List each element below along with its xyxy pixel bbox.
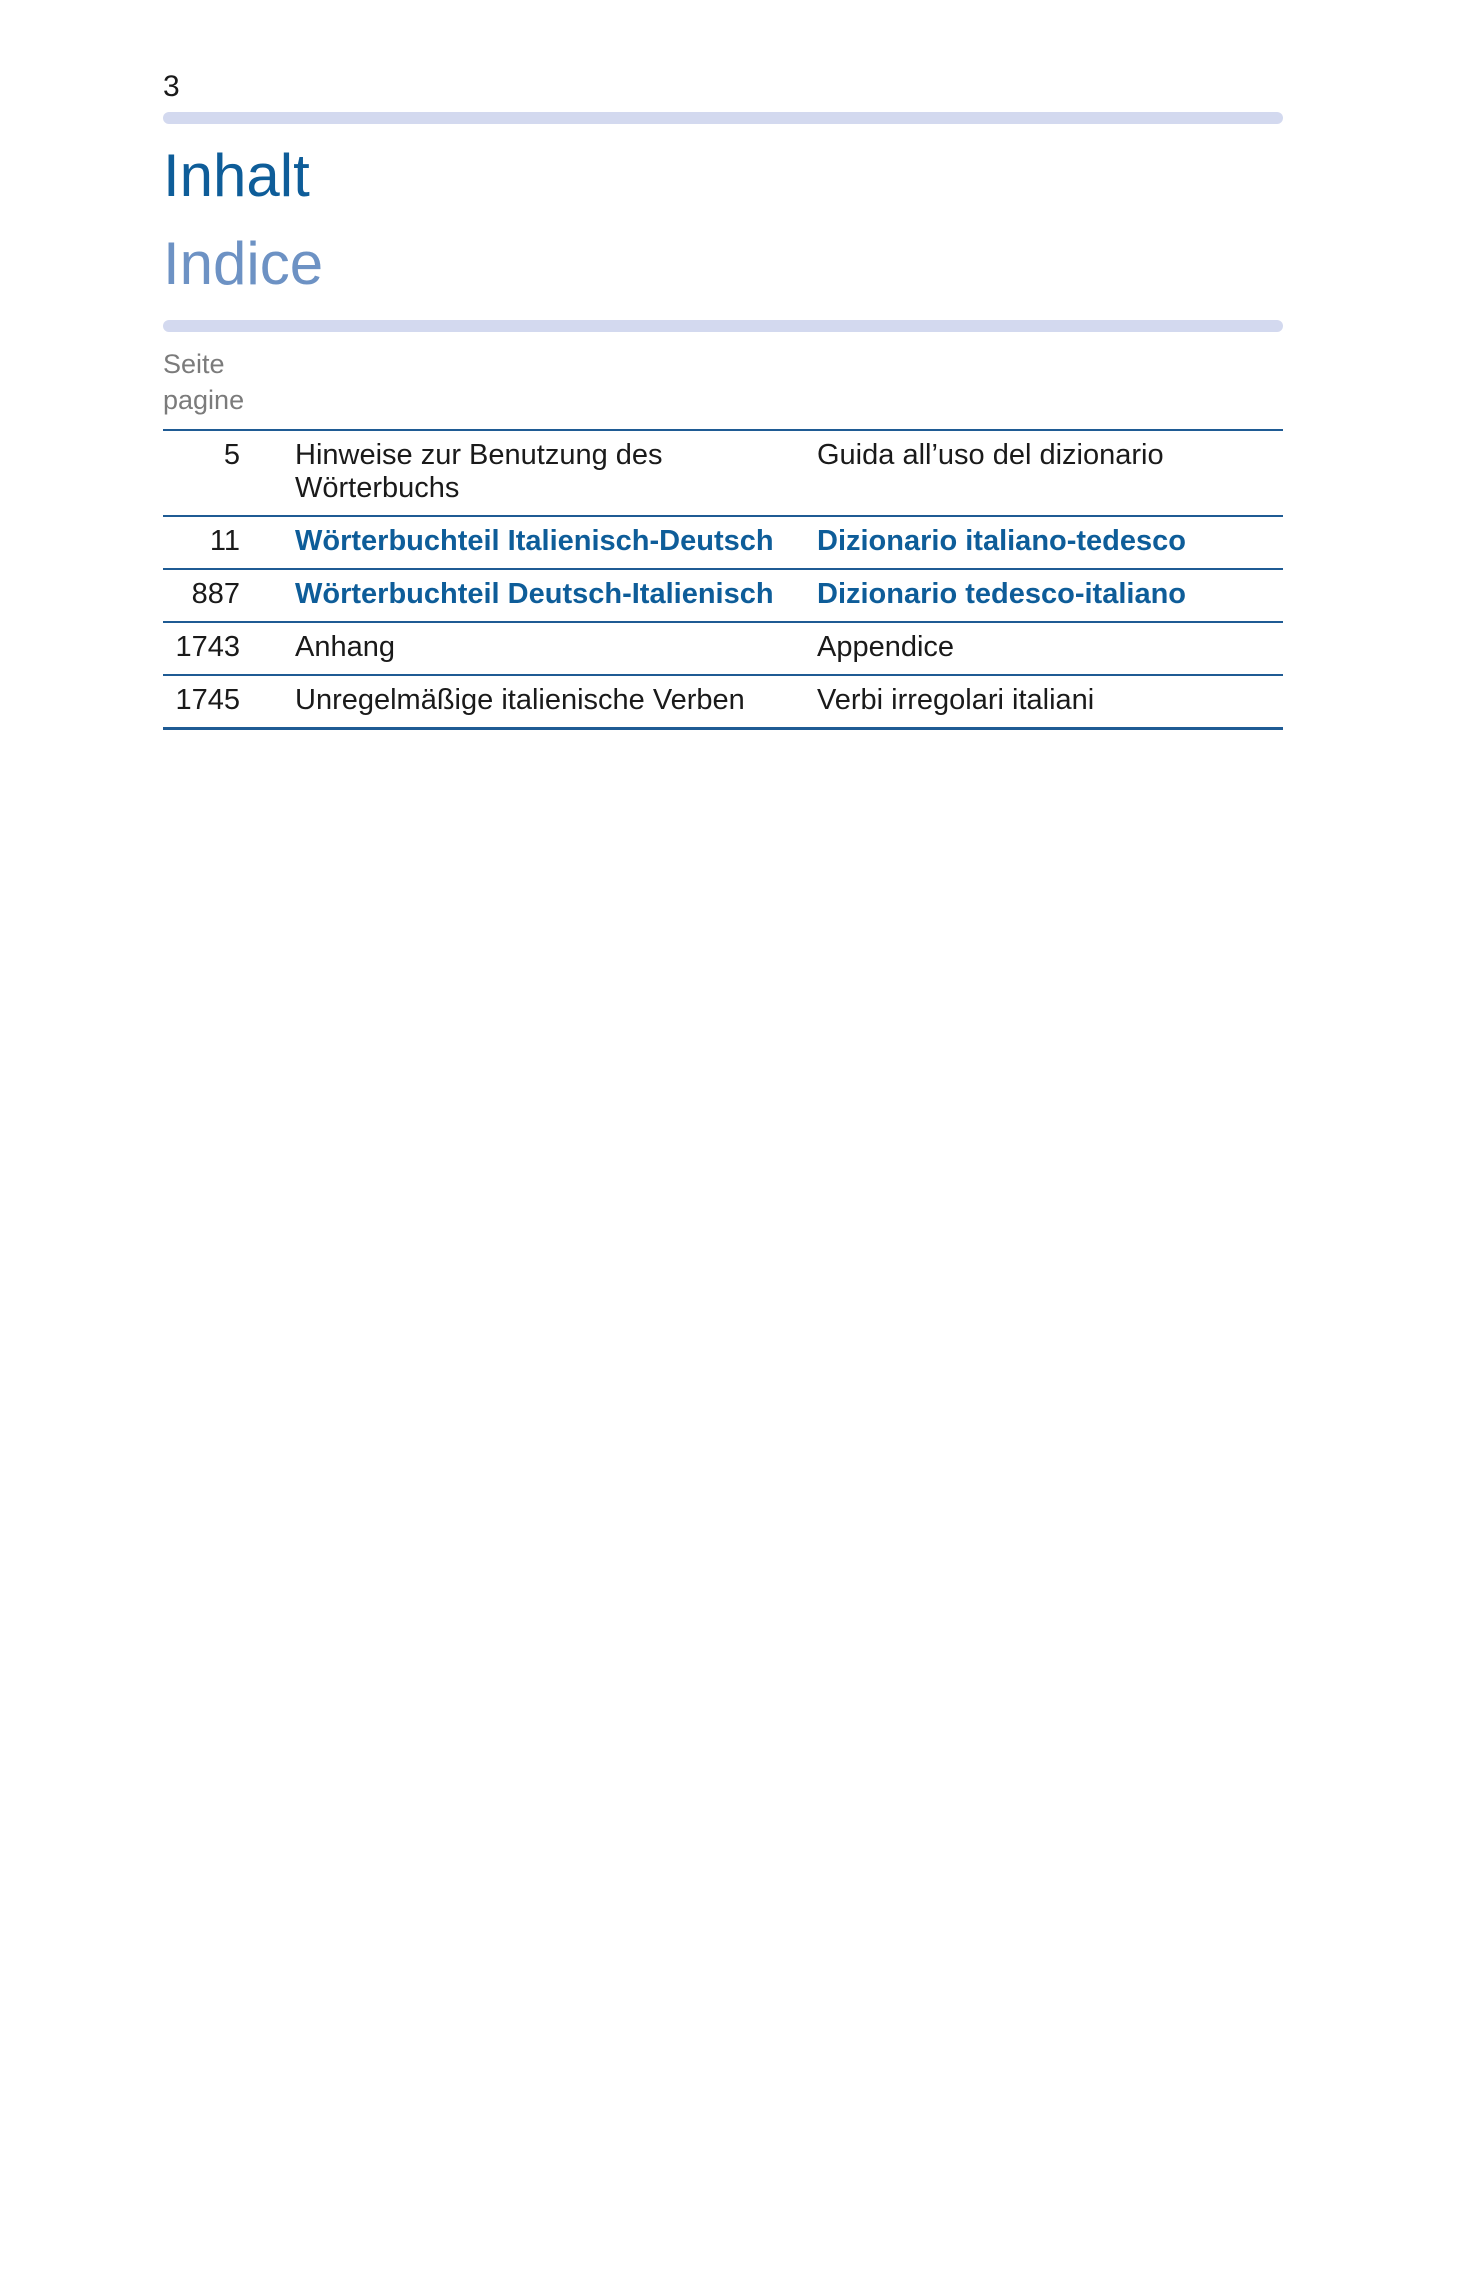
column-label bbox=[163, 346, 1283, 429]
column-label-italian: pagine bbox=[163, 385, 245, 415]
toc-entry-german: Unregelmäßige italienische Verben bbox=[295, 684, 745, 716]
toc-page-number: 887 bbox=[191, 578, 240, 610]
toc-page-number: 11 bbox=[209, 525, 240, 557]
toc-row[interactable] bbox=[163, 623, 1283, 676]
column-label-german: Seite bbox=[163, 349, 225, 379]
title-divider bbox=[163, 320, 1283, 332]
toc-entry-italian: Verbi irregolari italiani bbox=[817, 684, 1095, 716]
toc-row[interactable] bbox=[163, 570, 1283, 623]
toc-entry-german: Wörterbuchteil Deutsch-Italienisch bbox=[295, 578, 774, 610]
toc-row[interactable] bbox=[163, 431, 1283, 517]
toc-entry-italian: Appendice bbox=[817, 631, 955, 663]
toc-row[interactable] bbox=[163, 517, 1283, 570]
title-italian: Indice bbox=[163, 230, 324, 297]
title-german: Inhalt bbox=[163, 142, 310, 209]
toc-entry-italian: Guida all’uso del dizionario bbox=[817, 439, 1164, 471]
toc-page-number: 1745 bbox=[175, 684, 240, 716]
page-number: 3 bbox=[163, 70, 180, 103]
toc-page-number: 5 bbox=[223, 439, 240, 471]
toc-entry-italian: Dizionario italiano-tedesco bbox=[817, 525, 1186, 557]
toc-row[interactable] bbox=[163, 676, 1283, 730]
toc-entry-german: Anhang bbox=[295, 631, 395, 663]
toc-entry-italian: Dizionario tedesco-italiano bbox=[817, 578, 1186, 610]
toc-entry-german: Hinweise zur Benutzung des Wörterbuchs bbox=[295, 439, 663, 504]
table-of-contents bbox=[163, 429, 1283, 730]
document-page bbox=[163, 72, 1283, 730]
toc-entry-german: Wörterbuchteil Italienisch-Deutsch bbox=[295, 525, 774, 557]
toc-page-number: 1743 bbox=[175, 631, 240, 663]
top-divider bbox=[163, 112, 1283, 124]
